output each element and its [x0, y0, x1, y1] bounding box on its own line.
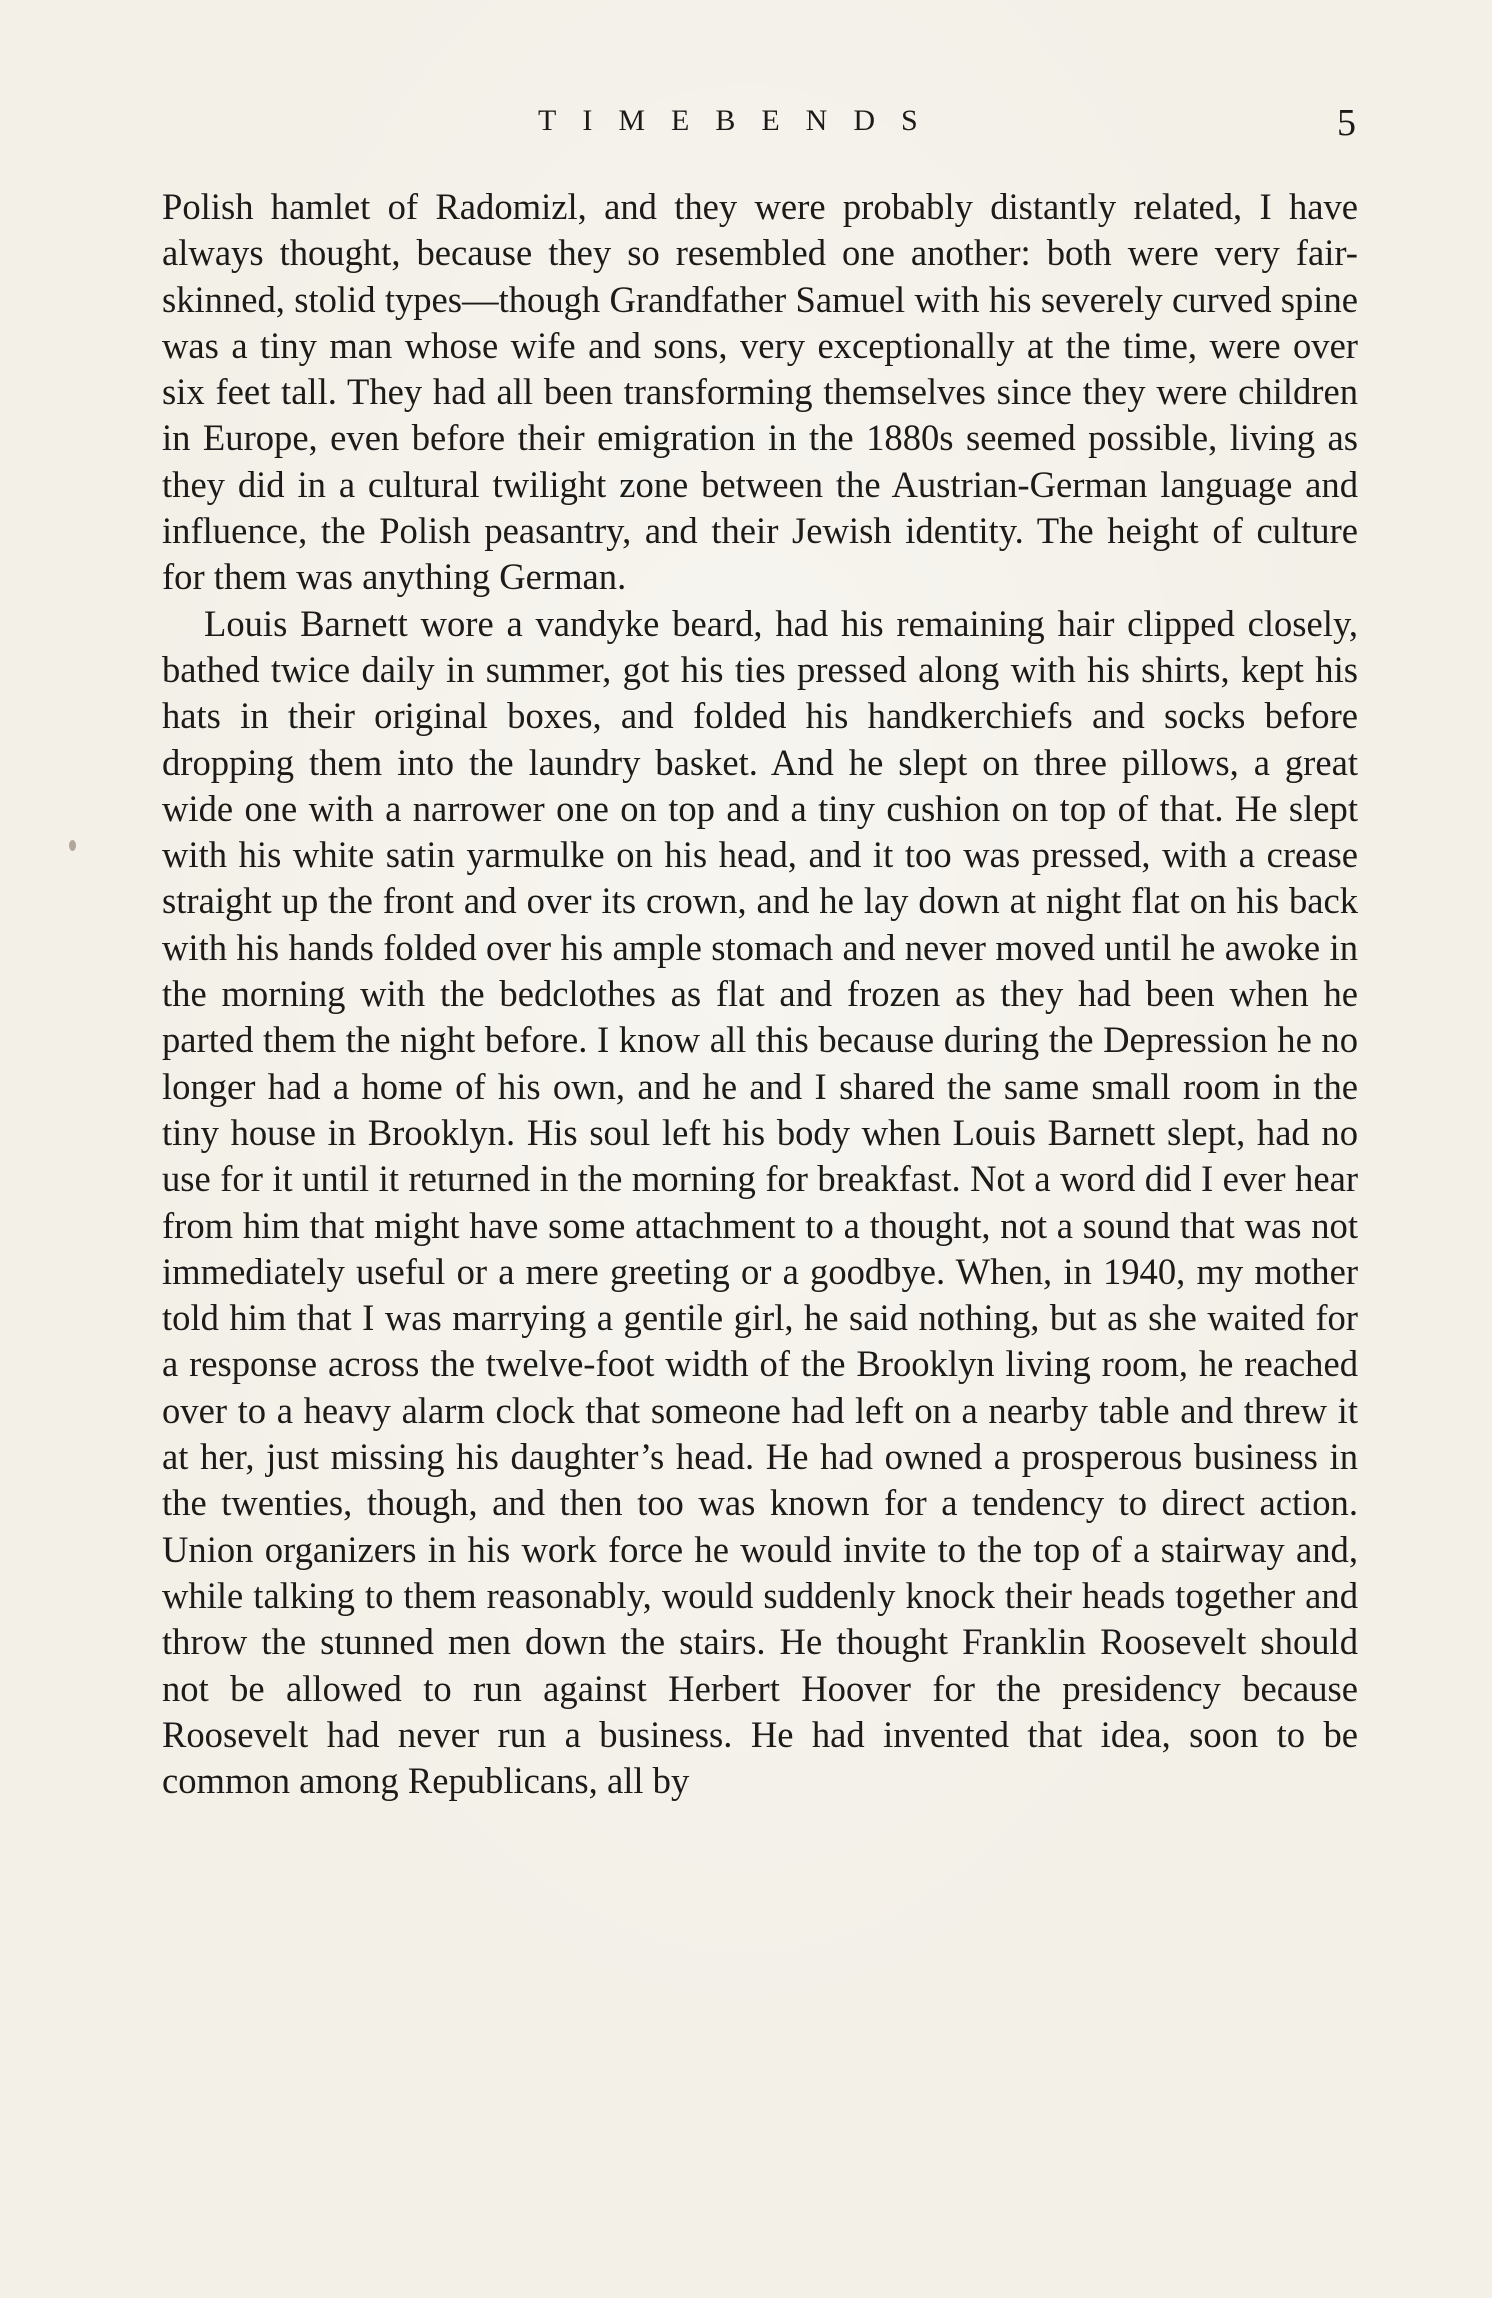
paragraph-2: Louis Barnett wore a vandyke beard, had his remaining hair clipped closely, bathed twice daily in summer, got his ties pressed along with his shirts, kept his hats in their original boxes, and folded his handkerchiefs and socks before dropping them into the laundry basket. And he slept on three pillows, a great wide one with a narrower one on top and a tiny cushion on top of that. He slept with his white satin yarmulke on his head, and it too was pressed, with a crease straight up the front and over its crown, and he lay down at night flat on his back with his hands folded over his ample stomach and never moved until he awoke in the morning with the bedclothes as flat and frozen as they had been when he parted them the night before. I know all this because during the Depression he no longer had a home of his own, and he and I shared the same small room in the tiny house in Brooklyn. His soul left his body when Louis Barnett slept, had no use for it until it returned in the morning for breakfast. Not a word did I ever hear from him that might have some attachment to a thought, not a sound that was not immediately useful or a mere greeting or a goodbye. When, in 1940, my mother told him that I was marrying a gentile girl, he said nothing, but as she waited for a response across the twelve-foot width of the Brooklyn living room, he reached over to a heavy alarm clock that someone had left on a nearby table and threw it at her, just missing his daughter’s head. He had owned a prosperous business in the twenties, though, and then too was known for a tendency to direct action. Union organizers in his work force he would invite to the top of a stairway and, while talking to them reasonably, would suddenly knock their heads together and throw the stunned men down the stairs. He thought Franklin Roosevelt should not be allowed to run against Herbert Hoover for the presidency because Roosevelt had never run a business. He had invented that idea, soon to be common among Republicans, all by: [162, 602, 1358, 1802]
margin-speck: [69, 840, 76, 851]
paragraph-1: Polish hamlet of Radomizl, and they were probably distantly related, I have always thought, because they so resembled one another: both were very fair-skinned, stolid types—though Grandfather Samuel with his severely curved spine was a tiny man whose wife and sons, very exceptionally at the time, were over six feet tall. They had all been transforming themselves since they were children in Europe, even before their emigration in the 1880s seemed possible, living as they did in a cultural twilight zone between the Austrian-German language and influence, the Polish peasantry, and their Jewish identity. The height of culture for them was anything German.: [162, 186, 1358, 598]
page-number: 5: [1337, 102, 1356, 144]
running-head: TIMEBENDS: [538, 104, 944, 137]
body-text: [162, 184, 1358, 1804]
page-header: [162, 104, 1358, 154]
